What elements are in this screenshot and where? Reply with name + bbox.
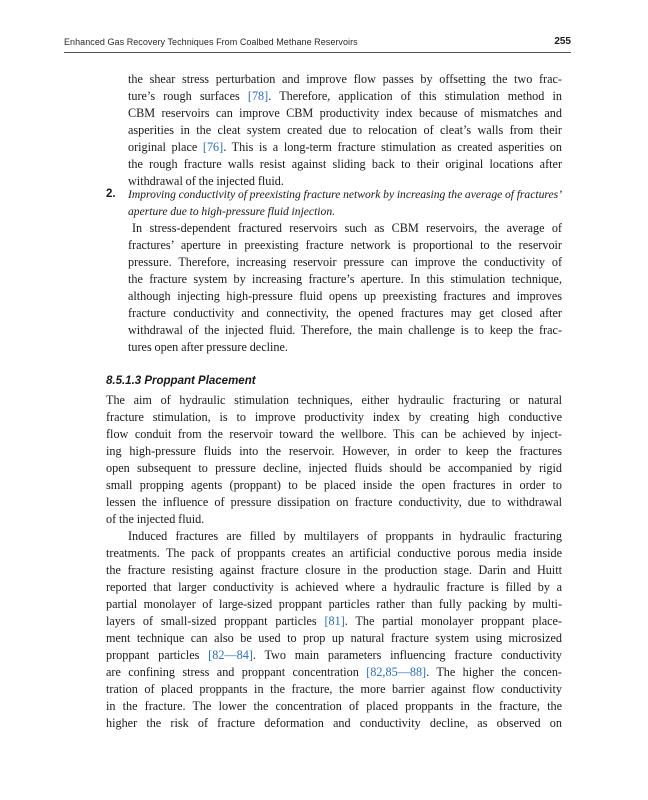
text-line: tration of placed proppants in the fracture, the more barrier against flow conductivity xyxy=(106,682,562,696)
text-line: the fracture resisting against fracture closure in the production stage. Darin and Huitt xyxy=(106,563,562,577)
text-line: ment technique can also be used to prop up natural fracture system using microsized xyxy=(106,631,562,645)
page-header xyxy=(64,37,571,53)
text-line: asperities in the cleat system created due to relocation of cleat’s walls from their xyxy=(128,123,562,137)
text-line: Induced fractures are filled by multilayers of proppants in hydraulic fracturing xyxy=(128,529,562,543)
text-run: original place xyxy=(128,140,203,154)
text-line: The aim of hydraulic stimulation techniques, either hydraulic fracturing or natural xyxy=(106,393,562,407)
text-run: proppant particles xyxy=(106,648,209,662)
text-line: reported that larger conductivity is achieved where a hydraulic fracture is filled by a xyxy=(106,580,562,594)
text-line xyxy=(106,664,562,681)
text-line: treatments. The pack of proppants creates an artificial conductive porous media inside xyxy=(106,546,562,560)
text-run: . The partial monolayer proppant place- xyxy=(344,614,562,628)
text-line: open subsequent to pressure decline, injected fluids should be accompanied by rigid xyxy=(106,461,562,475)
section-heading: 8.5.1.3 Proppant Placement xyxy=(106,375,256,387)
citation-link[interactable]: [82—84] xyxy=(208,648,253,662)
list-number: 2. xyxy=(106,188,116,200)
text-run: ture’s rough surfaces xyxy=(128,89,248,103)
running-head: Enhanced Gas Recovery Techniques From Coalbed Methane Reservoirs xyxy=(64,37,358,47)
text-line: In stress-dependent fractured reservoirs such as CBM reservoirs, the average of xyxy=(132,221,562,235)
list-item-title: aperture due to high-pressure fluid injection. xyxy=(128,205,336,218)
text-line: partial monolayer of large-sized proppant particles rather than fully packing by multi- xyxy=(106,597,562,611)
text-line: in the fracture. The lower the concentration of placed proppants in the fracture, the xyxy=(106,699,562,713)
text-line xyxy=(128,139,562,156)
text-line: fracture stimulation, is to improve productivity index by creating high conductive xyxy=(106,410,562,424)
citation-link[interactable]: [78] xyxy=(247,89,269,103)
citation-link[interactable]: [76] xyxy=(202,140,224,154)
citation-link[interactable]: [81] xyxy=(324,614,345,628)
text-line xyxy=(128,88,562,105)
text-run: layers of small-sized proppant particles xyxy=(106,614,325,628)
text-line: withdrawal of the injected fluid. Therefore, the main challenge is to keep the frac- xyxy=(128,323,562,337)
text-line xyxy=(106,613,562,630)
text-line: ing high-pressure fluids into the reservoir. However, in order to keep the fractures xyxy=(106,444,562,458)
text-run: . This is a long-term fracture stimulation as created asperities on xyxy=(223,140,562,154)
text-run: . Two main parameters influencing fracture conductivity xyxy=(252,648,562,662)
text-line xyxy=(106,647,562,664)
text-line: tures open after pressure decline. xyxy=(128,340,288,354)
text-line: withdrawal of the injected fluid. xyxy=(128,174,284,188)
list-item-title: Improving conductivity of preexisting fracture network by increasing the average of fractures’ xyxy=(128,188,562,201)
text-line: fractures’ aperture in preexisting fracture network is proportional to the reservoir xyxy=(128,238,562,252)
text-line: of the injected fluid. xyxy=(106,512,205,526)
citation-link[interactable]: [82,85—88] xyxy=(366,665,427,679)
text-line: flow conduit from the reservoir toward the wellbore. This can be achieved by inject- xyxy=(106,427,562,441)
header-rule xyxy=(64,52,571,53)
text-run: . The higher the concen- xyxy=(426,665,562,679)
text-line: small propping agents (proppant) to be placed inside the open fractures in order to xyxy=(106,478,562,492)
text-line: pressure. Therefore, increasing reservoir pressure can improve the conductivity of xyxy=(128,255,562,269)
text-line: although injecting high-pressure fluid opens up preexisting fractures and improves xyxy=(128,289,562,303)
text-line: higher the risk of fracture deformation and conductivity decline, as observed on xyxy=(106,716,562,730)
text-line: the rough fracture walls resist against sliding back to their original locations after xyxy=(128,157,562,171)
text-line: the shear stress perturbation and improve flow passes by offsetting the two frac- xyxy=(128,72,562,86)
text-line: lessen the influence of pressure dissipation on fracture conductivity, due to withdrawal xyxy=(106,495,562,509)
text-line: fracture conductivity and connectivity, the opened fractures may get closed after xyxy=(128,306,562,320)
text-line: CBM reservoirs can improve CBM productivity index because of mismatches and xyxy=(128,106,562,120)
page-number: 255 xyxy=(554,36,571,47)
text-run: are confining stress and proppant concentration xyxy=(106,665,367,679)
text-line: the fracture system by increasing fracture’s aperture. In this stimulation technique, xyxy=(128,272,562,286)
text-run: . Therefore, application of this stimulation method in xyxy=(268,89,562,103)
